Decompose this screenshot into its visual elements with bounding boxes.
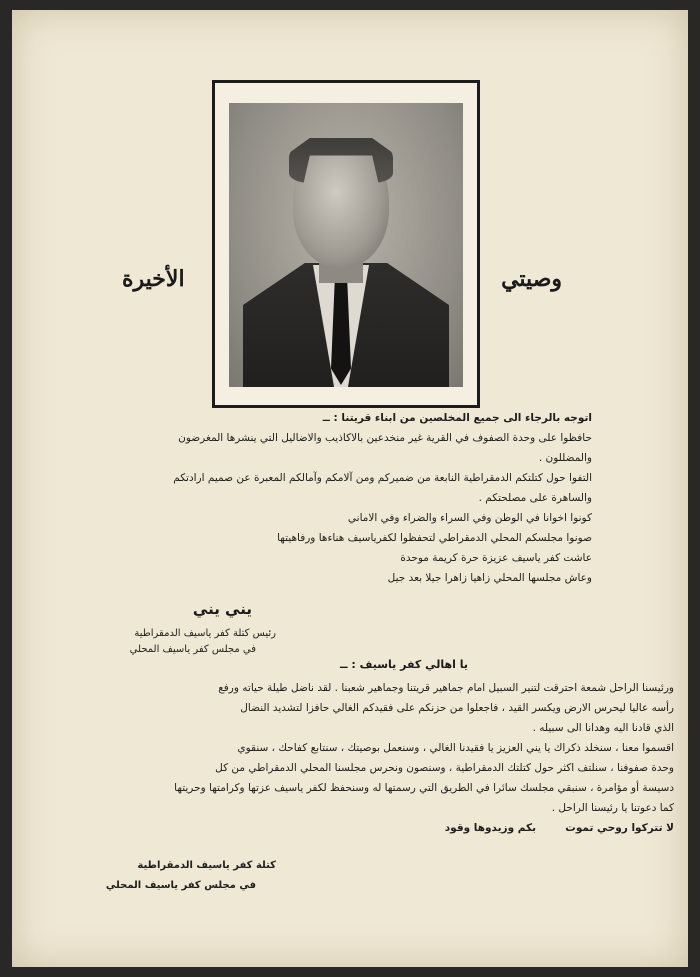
section2-line: ورئيسنا الراحل شمعة احترقت لتنير السبيل امام جماهير قريتنا وجماهير شعبنا . لقد ناضل طيلة حياته ورفع	[218, 682, 674, 694]
section2-body	[24, 678, 674, 838]
portrait-frame	[212, 80, 480, 408]
section2-line: دسيسة أو مؤامرة ، سنبقي مجلسك سائرا في الطريق التي رسمتها له وسنحفظ لكفر ياسيف عزتها وكرامتها وحريتها	[174, 782, 674, 794]
intro-line: والمضللون .	[538, 452, 592, 464]
intro-line: كونوا اخوانا في الوطن وفي السراء والضراء وفي الاماني	[347, 512, 592, 524]
poem-verse: لا تتركوا روحي تموت بكم وزيدوها وقود	[444, 822, 674, 834]
closing-signature-line2: في مجلس كفر ياسيف المحلي	[105, 880, 256, 891]
title-word-right: وصيتي	[501, 266, 562, 292]
intro-heading: اتوجه بالرجاء الى جميع المخلصين من ابناء قريتنا : ــ	[322, 412, 592, 424]
portrait-photo	[229, 103, 463, 387]
intro-line: عاشت كفر ياسيف عزيزة حرة كريمة موحدة	[400, 552, 592, 564]
closing-signature-line1: كتلة كفر ياسيف الدمقراطية	[137, 860, 276, 871]
section2-heading: يا اهالي كفر ياسيف : ــ	[340, 658, 468, 671]
leaflet-page	[12, 10, 688, 967]
section2-line: اقسموا معنا ، سنخلد ذكراك يا يني العزيز يا فقيدنا الغالي ، وسنعمل بوصيتك ، سنتابع كفاحك ، سنقوي	[237, 742, 674, 754]
intro-line: حافظوا على وحدة الصفوف في القرية غير منخدعين بالاكاذيب والاضاليل التي ينشرها المغرضون	[178, 432, 592, 444]
section2-line: رأسه عاليا ليحرس الارض ويكسر القيد ، فاجعلوا من حزنكم على فقيدكم الغالي حافزا لتشديد النضال	[240, 702, 674, 714]
intro-line: التفوا حول كتلتكم الدمقراطية النابعة من ضميركم ومن آلامكم وآمالكم المعبرة عن صميم ارادتكم	[173, 472, 592, 484]
signature-name: يني يني	[192, 600, 252, 618]
title-word-left: الأخيرة	[122, 266, 185, 292]
intro-line: والساهرة على مصلحتكم .	[478, 492, 592, 504]
section2-line: وحدة صفوفنا ، سنلتف اكثر حول كتلتك الدمقراطية ، وسنصون ونحرس مجلسنا المحلي الدمقراطي من كل	[215, 762, 674, 774]
intro-line: صونوا مجلسكم المحلي الدمقراطي لتحفظوا لكفرياسيف هناءها ورفاهيتها	[277, 532, 592, 544]
signature-title-line2: في مجلس كفر ياسيف المحلي	[129, 644, 256, 655]
intro-line: وعاش مجلسها المحلي زاهيا زاهرا جيلا بعد جيل	[387, 572, 592, 584]
section2-line: الذي قادنا اليه وهدانا الى سبيله .	[532, 722, 674, 734]
signature-title-line1: رئيس كتلة كفر ياسيف الدمقراطية	[134, 628, 276, 639]
section2-line: كما دعوتنا يا رئيسنا الراحل .	[551, 802, 674, 814]
intro-section	[12, 408, 592, 588]
